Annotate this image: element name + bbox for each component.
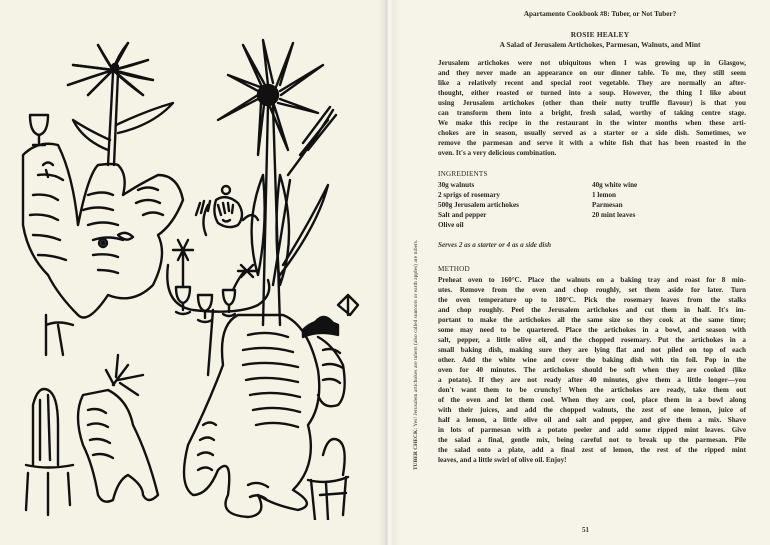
intro-line: using Jerusalem artichokes (other than their nutty truffle flavour) is that you bbox=[438, 99, 746, 107]
ingredient-item: Parmesan bbox=[592, 201, 623, 209]
method-line: a potato). If they are not ready after 40 minutes, give them a little longer—you bbox=[438, 376, 746, 384]
running-head: Apartamento Cookbook #8: Tuber, or Not Tuber? bbox=[523, 10, 677, 18]
small-tuber-creature bbox=[78, 355, 158, 502]
chair-right bbox=[308, 439, 348, 520]
ingredient-item: 20 mint leaves bbox=[592, 211, 636, 219]
side-caption bbox=[413, 90, 423, 470]
tuber-party-illustration bbox=[18, 25, 378, 520]
intro-line: thought, either roasted or turned into a soup. However, the thing I like about bbox=[438, 89, 746, 97]
method-line: the oven temperature up to 180°C. Pick the rosemary leaves from the stalks bbox=[438, 296, 746, 304]
ingredient-item: 40g white wine bbox=[592, 181, 638, 189]
intro-line: like a relatively recent and special root vegetable. They are normally an after- bbox=[438, 79, 746, 87]
side-caption-lead: TUBER CHECK: bbox=[413, 427, 419, 470]
method-line: portant to make the artichokes all the same size so they cook at the same time; bbox=[438, 316, 746, 324]
page-number: 51 bbox=[582, 526, 589, 534]
method-line: and chop roughly. Peel the Jerusalem artichokes and cut them in half. It's im- bbox=[438, 306, 746, 314]
intro-line: chokes are in season, usually served as a starter or a side dish. Sometimes, we bbox=[438, 129, 746, 137]
intro-line: can transform them into a bright, fresh salad, worthy of taking centre stage. bbox=[438, 109, 746, 117]
method-line: the salad a final, gentle mix, being careful not to break up the parmesan. Pile bbox=[438, 436, 746, 444]
servings-note: Serves 2 as a starter or 4 as a side dish bbox=[438, 241, 552, 249]
ingredients-list-left bbox=[438, 180, 519, 230]
method-line: other. Add the white wine and cover the baking dish with tin foil. Pop in the bbox=[438, 356, 746, 364]
intro-line: Jerusalem artichokes were not ubiquitous when I was growing up in Glasgow, bbox=[438, 59, 746, 67]
ingredient-item: 500g Jerusalem artichokes bbox=[438, 201, 519, 209]
chair-left bbox=[26, 389, 73, 515]
recipe-title: A Salad of Jerusalem Artichokes, Parmesan, Walnuts, and Mint bbox=[499, 40, 701, 49]
method-line: don't want them to be crunchy! When the artichokes are ready, take them out bbox=[438, 386, 746, 394]
method-line: Preheat oven to 160°C. Place the walnuts on a baking tray and roast for 8 min- bbox=[438, 276, 746, 284]
ingredients-heading: INGREDIENTS bbox=[438, 170, 488, 178]
author-name: ROSIE HEALEY bbox=[570, 30, 630, 39]
left-flower-icon bbox=[68, 43, 173, 165]
ingredient-item: 30g walnuts bbox=[438, 181, 475, 189]
left-tuber-creature bbox=[23, 144, 183, 318]
ingredients-list-right bbox=[592, 180, 637, 220]
right-tuber-creature bbox=[184, 315, 319, 517]
method-line: oven for 40 minutes. The artichokes should be soft when they are cooked (like bbox=[438, 366, 746, 374]
ingredient-item: 1 lemon bbox=[592, 191, 616, 199]
method-line: leaves, and a little swirl of olive oil. Enjoy! bbox=[438, 456, 567, 464]
method-line: small baking dish, making sure they are lying flat and not piled on top of each bbox=[438, 346, 746, 354]
method-line: of the oven and let them cool. When they are cool, place them in a bowl along bbox=[438, 396, 746, 404]
book-gutter bbox=[378, 0, 400, 545]
method-heading: METHOD bbox=[438, 265, 470, 273]
method-line: some may need to be quartered. Place the artichokes in a bowl, and season with bbox=[438, 326, 746, 334]
method-line: with their juices, and add the chopped walnuts, the zest of one lemon, juice of bbox=[438, 406, 746, 414]
intro-line: We make this recipe in the restaurant in the winter months when these arti- bbox=[438, 119, 746, 127]
ingredient-item: 2 sprigs of rosemary bbox=[438, 191, 500, 199]
method-line: salt, pepper, a little olive oil, and the chopped rosemary. Put the artichokes in a bbox=[438, 336, 746, 344]
method-line: utes. Remove from the oven and chop roughly, set them aside for later. Turn bbox=[438, 286, 746, 294]
method-paragraph bbox=[438, 275, 746, 465]
side-caption-text: Yes! Jerusalem artichokes are tubers (also called sunroots or earth apples) are tubers. bbox=[413, 239, 419, 428]
wine-glass-icon bbox=[30, 115, 48, 145]
intro-line: oven. It's a very delicious combination. bbox=[438, 149, 557, 157]
ingredient-item: Olive oil bbox=[438, 221, 464, 229]
method-line: half a lemon, a little olive oil and salt and pepper, and give them a mix. Shave bbox=[438, 416, 746, 424]
method-line: the salad onto a plate, add a final zest of lemon, the rest of the ripped mint bbox=[438, 446, 746, 454]
chair-behind bbox=[46, 315, 73, 355]
method-line: in lots of parmesan with a potato peeler and add some ripped mint leaves. Give bbox=[438, 426, 746, 434]
ingredient-item: Salt and pepper bbox=[438, 211, 487, 219]
intro-line: and they never made an appearance on our dinner table. To me, they still seem bbox=[438, 69, 746, 77]
intro-line: remove the parmesan and serve it with a white fish that has been roasted in the bbox=[438, 139, 746, 147]
intro-paragraph bbox=[438, 58, 746, 158]
line-art-drawing-icon bbox=[18, 25, 378, 520]
person-with-hair-bun bbox=[196, 186, 258, 235]
